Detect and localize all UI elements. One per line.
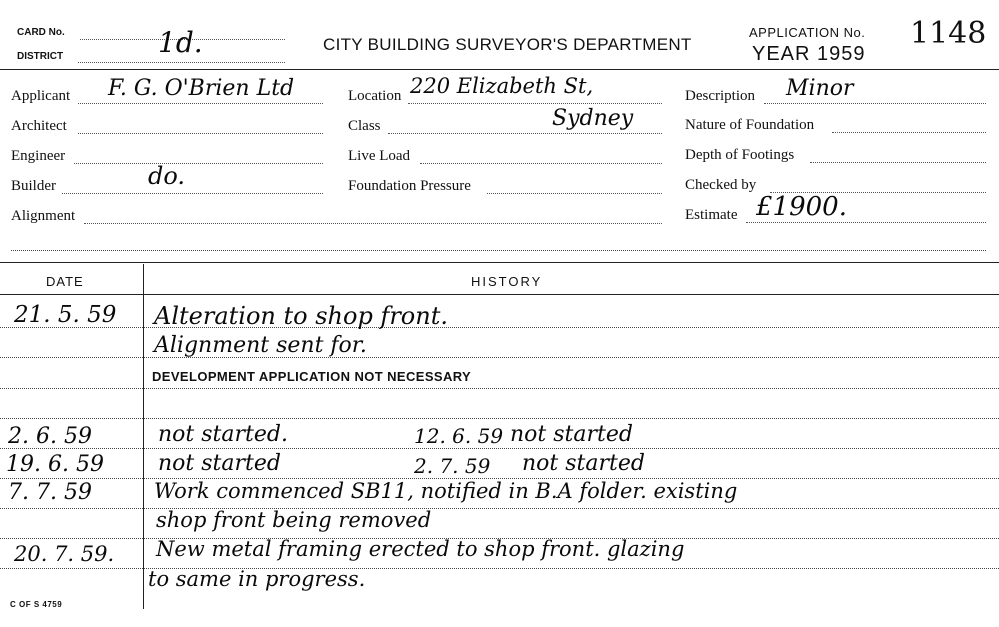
card-no-label: CARD No. xyxy=(17,27,65,38)
location-value-2: Sydney xyxy=(552,106,634,131)
header-rule xyxy=(0,69,999,70)
nature-of-foundation-line xyxy=(832,132,986,133)
estimate-label: Estimate xyxy=(685,207,738,223)
application-no-label: APPLICATION No. xyxy=(749,25,866,40)
district-label: DISTRICT xyxy=(17,51,64,62)
department-title: CITY BUILDING SURVEYOR'S DEPARTMENT xyxy=(323,35,692,54)
entry-text: New metal framing erected to shop front. glazing xyxy=(156,537,685,561)
depth-of-footings-line xyxy=(810,162,986,163)
foundation-pressure-line xyxy=(487,193,662,194)
entry-date: 2. 6. 59 xyxy=(8,424,92,449)
estimate-value: £1900. xyxy=(756,192,847,222)
ruled-line xyxy=(0,448,999,449)
nature-of-foundation-label: Nature of Foundation xyxy=(685,117,815,133)
applicant-value: F. G. O'Brien Ltd xyxy=(108,76,295,101)
entry-text: Alignment sent for. xyxy=(154,333,367,358)
builder-label: Builder xyxy=(11,178,56,194)
applicant-label: Applicant xyxy=(11,88,71,104)
date-column-header: DATE xyxy=(46,274,84,289)
architect-label: Architect xyxy=(11,118,67,134)
alignment-label: Alignment xyxy=(11,208,76,224)
location-value: 220 Elizabeth St, xyxy=(410,74,594,98)
year-label: YEAR 1959 xyxy=(752,43,866,65)
entry-text: shop front being removed xyxy=(156,508,432,532)
location-label: Location xyxy=(348,88,402,104)
entry-date: 19. 6. 59 xyxy=(6,452,104,477)
depth-of-footings-label: Depth of Footings xyxy=(685,147,795,163)
entry-text-stamp: DEVELOPMENT APPLICATION NOT NECESSARY xyxy=(152,369,472,384)
history-column-header: HISTORY xyxy=(471,274,543,289)
entry-date-2: 12. 6. 59 xyxy=(414,424,504,448)
district-line xyxy=(78,62,285,63)
district-value: 1d. xyxy=(158,26,203,59)
live-load-label: Live Load xyxy=(348,148,411,164)
description-value: Minor xyxy=(786,76,854,101)
checked-by-label: Checked by xyxy=(685,177,757,193)
column-divider xyxy=(143,264,144,609)
foundation-pressure-label: Foundation Pressure xyxy=(348,178,471,194)
description-line xyxy=(764,103,986,104)
entry-text: Alteration to shop front. xyxy=(154,302,448,330)
builder-line xyxy=(62,193,323,194)
history-header-rule xyxy=(0,294,999,295)
ruled-line xyxy=(0,357,999,358)
entry-text: not started xyxy=(158,451,281,476)
entry-date-2: 2. 7. 59 xyxy=(414,454,491,478)
fields-bottom-rule xyxy=(0,262,999,263)
ruled-line xyxy=(0,508,999,509)
entry-date: 7. 7. 59 xyxy=(8,480,92,505)
entry-text: Work commenced SB11, notified in B.A folder. existing xyxy=(154,479,738,503)
entry-text-2: not started xyxy=(522,451,645,476)
engineer-line xyxy=(74,163,323,164)
entry-text: not started. xyxy=(158,422,288,447)
class-label: Class xyxy=(348,118,381,134)
location-line xyxy=(408,103,662,104)
description-label: Description xyxy=(685,88,755,104)
architect-line xyxy=(78,133,323,134)
application-number: 1148 xyxy=(910,16,987,51)
fields-bottom-dotted xyxy=(11,250,986,251)
ruled-line xyxy=(0,388,999,389)
alignment-line xyxy=(84,223,662,224)
ruled-line xyxy=(0,327,999,328)
engineer-label: Engineer xyxy=(11,148,66,164)
entry-date: 20. 7. 59. xyxy=(14,542,115,566)
estimate-line xyxy=(746,222,986,223)
entry-text: to same in progress. xyxy=(148,567,366,591)
form-code: C OF S 4759 xyxy=(10,600,63,609)
entry-text-2: not started xyxy=(510,422,633,447)
live-load-line xyxy=(420,163,662,164)
class-line xyxy=(388,133,662,134)
applicant-line xyxy=(78,103,323,104)
builder-value: do. xyxy=(148,162,186,190)
entry-date: 21. 5. 59 xyxy=(14,302,117,328)
ruled-line xyxy=(0,418,999,419)
